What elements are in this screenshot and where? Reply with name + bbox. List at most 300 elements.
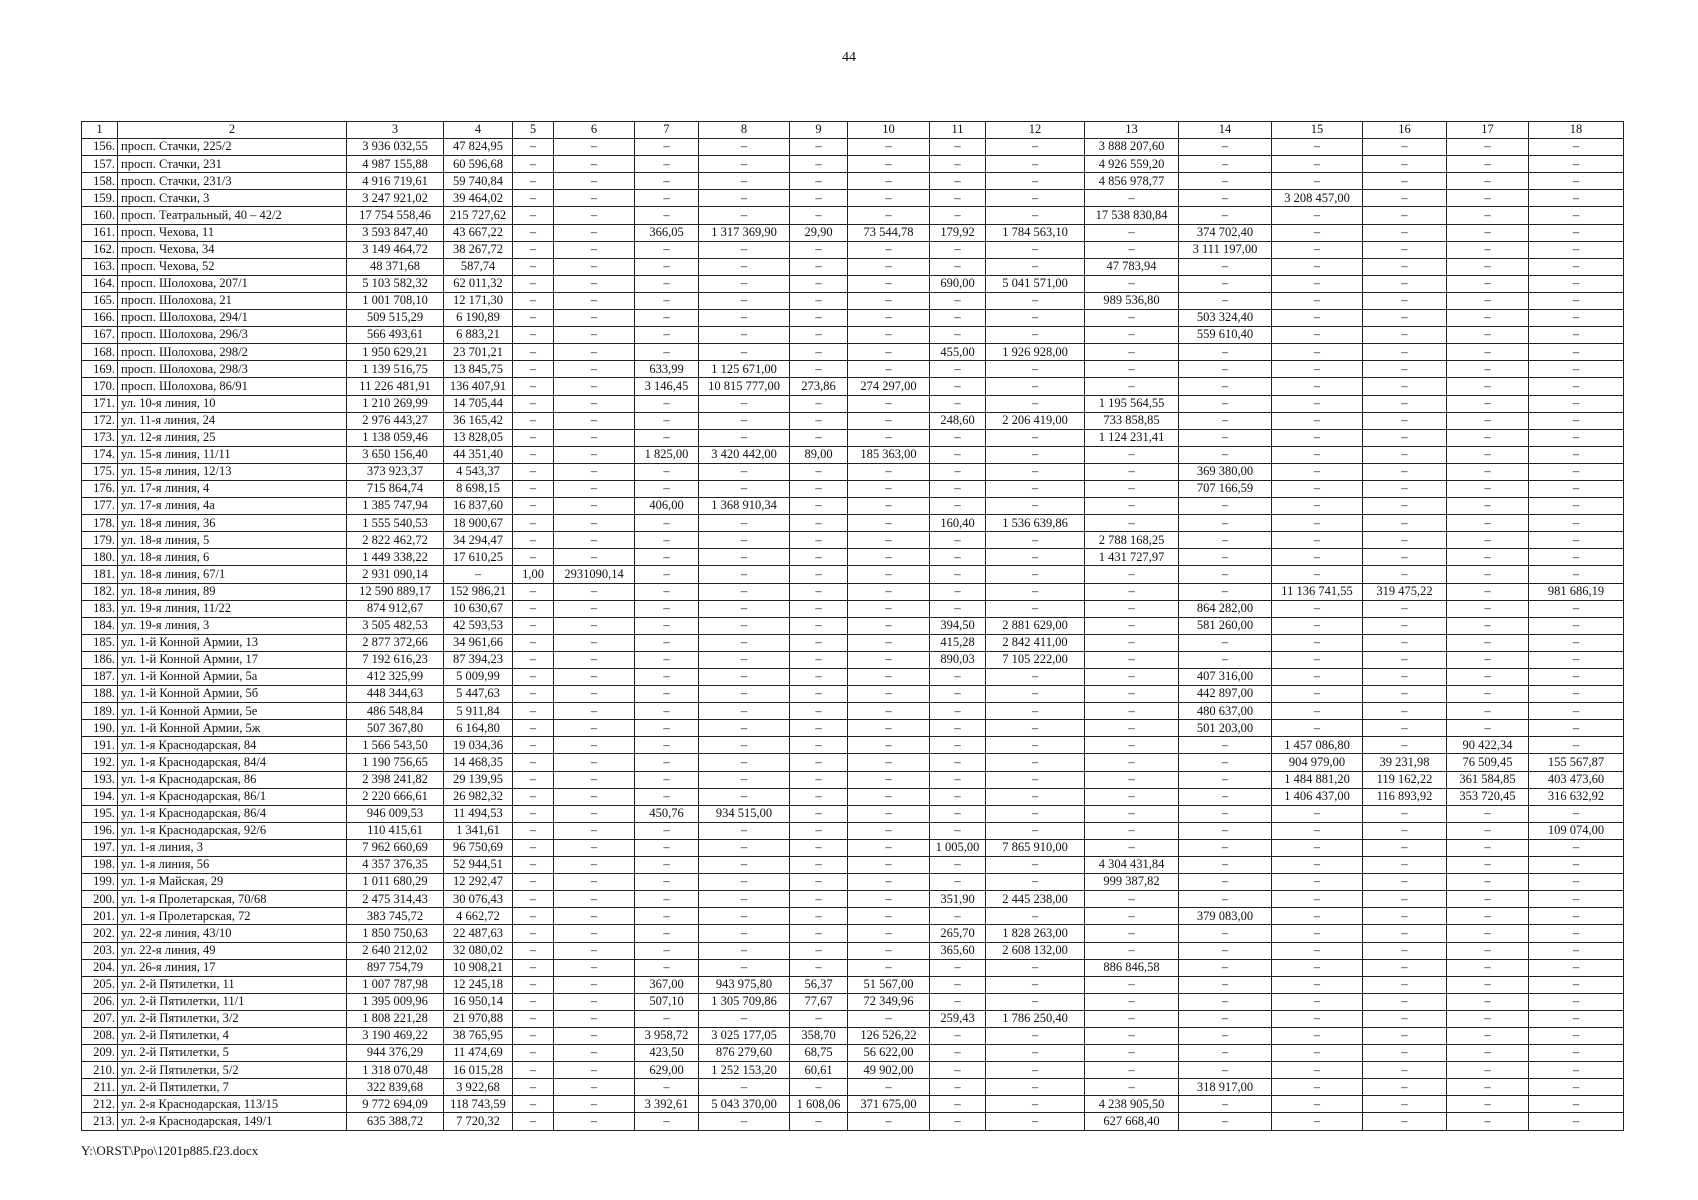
value-cell-col-13: 4 238 905,50	[1085, 1096, 1179, 1113]
value-cell-col-13: –	[1085, 617, 1179, 634]
value-cell-col-15: –	[1272, 976, 1363, 993]
value-cell-col-7: 450,76	[635, 805, 699, 822]
value-cell-col-6: –	[554, 275, 635, 292]
value-cell-col-9: –	[790, 292, 848, 309]
value-cell-col-12: –	[986, 686, 1085, 703]
value-cell-col-3: 1 007 787,98	[347, 976, 444, 993]
value-cell-col-12: 1 926 928,00	[986, 344, 1085, 361]
value-cell-col-17: –	[1447, 173, 1529, 190]
address-cell: ул. 1-я Краснодарская, 92/6	[118, 822, 347, 839]
table-row	[82, 480, 1624, 497]
value-cell-col-3: 507 367,80	[347, 720, 444, 737]
value-cell-col-9: –	[790, 959, 848, 976]
value-cell-col-4: 87 394,23	[444, 651, 513, 668]
table-row	[82, 686, 1624, 703]
value-cell-col-15: –	[1272, 446, 1363, 463]
value-cell-col-15: –	[1272, 532, 1363, 549]
table-row	[82, 754, 1624, 771]
value-cell-col-6: –	[554, 429, 635, 446]
value-cell-col-5: –	[513, 549, 554, 566]
value-cell-col-18: –	[1529, 515, 1624, 532]
value-cell-col-10: –	[848, 1010, 930, 1027]
address-cell: просп. Чехова, 52	[118, 258, 347, 275]
value-cell-col-17: –	[1447, 1027, 1529, 1044]
value-cell-col-12: 5 041 571,00	[986, 275, 1085, 292]
column-number-7: 7	[635, 122, 699, 139]
value-cell-col-5: –	[513, 275, 554, 292]
value-cell-col-11: –	[930, 771, 986, 788]
value-cell-col-8: –	[699, 634, 790, 651]
value-cell-col-7: –	[635, 292, 699, 309]
row-number-cell: 168.	[82, 344, 118, 361]
value-cell-col-7: –	[635, 515, 699, 532]
value-cell-col-18: –	[1529, 566, 1624, 583]
value-cell-col-6: –	[554, 549, 635, 566]
value-cell-col-8: –	[699, 788, 790, 805]
value-cell-col-15: –	[1272, 993, 1363, 1010]
row-number-cell: 205.	[82, 976, 118, 993]
value-cell-col-10: –	[848, 771, 930, 788]
value-cell-col-10: –	[848, 839, 930, 856]
address-cell: ул. 2-й Пятилетки, 7	[118, 1079, 347, 1096]
value-cell-col-13: –	[1085, 703, 1179, 720]
value-cell-col-3: 3 936 032,55	[347, 139, 444, 156]
address-cell: ул. 2-й Пятилетки, 5	[118, 1045, 347, 1062]
value-cell-col-8: –	[699, 190, 790, 207]
value-cell-col-18: –	[1529, 805, 1624, 822]
value-cell-col-9: –	[790, 617, 848, 634]
value-cell-col-12: –	[986, 190, 1085, 207]
value-cell-col-5: 1,00	[513, 566, 554, 583]
value-cell-col-7: –	[635, 549, 699, 566]
value-cell-col-16: 39 231,98	[1363, 754, 1447, 771]
value-cell-col-18: –	[1529, 292, 1624, 309]
value-cell-col-9: –	[790, 480, 848, 497]
column-number-6: 6	[554, 122, 635, 139]
table-row	[82, 224, 1624, 241]
value-cell-col-4: 21 970,88	[444, 1010, 513, 1027]
value-cell-col-7: –	[635, 942, 699, 959]
value-cell-col-14: –	[1179, 378, 1272, 395]
value-cell-col-10: –	[848, 703, 930, 720]
value-cell-col-11: 415,28	[930, 634, 986, 651]
value-cell-col-3: 7 962 660,69	[347, 839, 444, 856]
address-cell: ул. 22-я линия, 49	[118, 942, 347, 959]
value-cell-col-10: –	[848, 412, 930, 429]
value-cell-col-11: –	[930, 1113, 986, 1130]
value-cell-col-18: –	[1529, 173, 1624, 190]
value-cell-col-3: 1 385 747,94	[347, 498, 444, 515]
value-cell-col-13: –	[1085, 1010, 1179, 1027]
value-cell-col-13: –	[1085, 788, 1179, 805]
value-cell-col-15: –	[1272, 275, 1363, 292]
value-cell-col-17: 90 422,34	[1447, 737, 1529, 754]
value-cell-col-6: –	[554, 925, 635, 942]
value-cell-col-16: –	[1363, 857, 1447, 874]
value-cell-col-16: –	[1363, 1062, 1447, 1079]
value-cell-col-11: 259,43	[930, 1010, 986, 1027]
value-cell-col-4: 16 015,28	[444, 1062, 513, 1079]
table-row	[82, 959, 1624, 976]
value-cell-col-16: –	[1363, 344, 1447, 361]
value-cell-col-10: –	[848, 959, 930, 976]
value-cell-col-5: –	[513, 651, 554, 668]
value-cell-col-17: –	[1447, 412, 1529, 429]
value-cell-col-7: –	[635, 634, 699, 651]
value-cell-col-17: –	[1447, 190, 1529, 207]
row-number-cell: 207.	[82, 1010, 118, 1027]
value-cell-col-12: –	[986, 378, 1085, 395]
value-cell-col-5: –	[513, 498, 554, 515]
value-cell-col-3: 1 011 680,29	[347, 874, 444, 891]
value-cell-col-12: –	[986, 1079, 1085, 1096]
value-cell-col-4: 43 667,22	[444, 224, 513, 241]
value-cell-col-11: –	[930, 173, 986, 190]
value-cell-col-12: –	[986, 993, 1085, 1010]
value-cell-col-3: 1 190 756,65	[347, 754, 444, 771]
value-cell-col-8: –	[699, 327, 790, 344]
value-cell-col-3: 3 190 469,22	[347, 1027, 444, 1044]
value-cell-col-16: –	[1363, 566, 1447, 583]
value-cell-col-4: 34 961,66	[444, 634, 513, 651]
value-cell-col-17: –	[1447, 480, 1529, 497]
value-cell-col-11: –	[930, 480, 986, 497]
value-cell-col-9: –	[790, 190, 848, 207]
value-cell-col-3: 3 247 921,02	[347, 190, 444, 207]
value-cell-col-3: 509 515,29	[347, 310, 444, 327]
address-cell: ул. 2-й Пятилетки, 11/1	[118, 993, 347, 1010]
value-cell-col-15: –	[1272, 463, 1363, 480]
value-cell-col-7: –	[635, 669, 699, 686]
value-cell-col-14: –	[1179, 651, 1272, 668]
value-cell-col-15: –	[1272, 224, 1363, 241]
address-cell: ул. 1-я линия, 3	[118, 839, 347, 856]
value-cell-col-8: –	[699, 1113, 790, 1130]
value-cell-col-15: –	[1272, 1062, 1363, 1079]
value-cell-col-17: –	[1447, 310, 1529, 327]
table-row	[82, 241, 1624, 258]
value-cell-col-5: –	[513, 1062, 554, 1079]
address-cell: просп. Стачки, 231	[118, 156, 347, 173]
row-number-cell: 163.	[82, 258, 118, 275]
value-cell-col-16: –	[1363, 292, 1447, 309]
value-cell-col-7: –	[635, 1079, 699, 1096]
value-cell-col-7: –	[635, 190, 699, 207]
value-cell-col-12: –	[986, 737, 1085, 754]
value-cell-col-18: –	[1529, 737, 1624, 754]
value-cell-col-12: –	[986, 258, 1085, 275]
value-cell-col-9: 89,00	[790, 446, 848, 463]
value-cell-col-10: –	[848, 156, 930, 173]
value-cell-col-12: 7 105 222,00	[986, 651, 1085, 668]
value-cell-col-17: –	[1447, 651, 1529, 668]
value-cell-col-5: –	[513, 480, 554, 497]
table-row	[82, 566, 1624, 583]
value-cell-col-12: –	[986, 720, 1085, 737]
table-row	[82, 173, 1624, 190]
value-cell-col-15: –	[1272, 720, 1363, 737]
address-cell: ул. 1-я Краснодарская, 86	[118, 771, 347, 788]
value-cell-col-4: 5 911,84	[444, 703, 513, 720]
value-cell-col-14: –	[1179, 754, 1272, 771]
value-cell-col-16: –	[1363, 720, 1447, 737]
table-row	[82, 634, 1624, 651]
value-cell-col-8: –	[699, 139, 790, 156]
row-number-cell: 186.	[82, 651, 118, 668]
value-cell-col-17: –	[1447, 1113, 1529, 1130]
value-cell-col-17: –	[1447, 207, 1529, 224]
value-cell-col-9: 358,70	[790, 1027, 848, 1044]
value-cell-col-18: –	[1529, 156, 1624, 173]
value-cell-col-16: –	[1363, 1113, 1447, 1130]
row-number-cell: 177.	[82, 498, 118, 515]
value-cell-col-3: 3 505 482,53	[347, 617, 444, 634]
value-cell-col-3: 1 395 009,96	[347, 993, 444, 1010]
value-cell-col-16: 119 162,22	[1363, 771, 1447, 788]
value-cell-col-10: –	[848, 241, 930, 258]
address-cell: ул. 26-я линия, 17	[118, 959, 347, 976]
value-cell-col-4: 3 922,68	[444, 1079, 513, 1096]
value-cell-col-5: –	[513, 378, 554, 395]
value-cell-col-4: 12 245,18	[444, 976, 513, 993]
address-cell: ул. 2-й Пятилетки, 11	[118, 976, 347, 993]
value-cell-col-5: –	[513, 446, 554, 463]
value-cell-col-5: –	[513, 139, 554, 156]
value-cell-col-3: 3 650 156,40	[347, 446, 444, 463]
value-cell-col-5: –	[513, 463, 554, 480]
value-cell-col-11: –	[930, 258, 986, 275]
value-cell-col-5: –	[513, 1010, 554, 1027]
value-cell-col-18: –	[1529, 942, 1624, 959]
value-cell-col-14: –	[1179, 737, 1272, 754]
table-row	[82, 310, 1624, 327]
row-number-cell: 184.	[82, 617, 118, 634]
value-cell-col-13: 4 926 559,20	[1085, 156, 1179, 173]
value-cell-col-18: –	[1529, 720, 1624, 737]
value-cell-col-13: –	[1085, 515, 1179, 532]
value-cell-col-17: –	[1447, 275, 1529, 292]
value-cell-col-8: 1 125 671,00	[699, 361, 790, 378]
row-number-cell: 170.	[82, 378, 118, 395]
value-cell-col-6: –	[554, 617, 635, 634]
row-number-cell: 198.	[82, 857, 118, 874]
value-cell-col-4: 14 705,44	[444, 395, 513, 412]
value-cell-col-8: –	[699, 532, 790, 549]
value-cell-col-13: 2 788 168,25	[1085, 532, 1179, 549]
value-cell-col-9: –	[790, 634, 848, 651]
value-cell-col-5: –	[513, 874, 554, 891]
value-cell-col-7: –	[635, 788, 699, 805]
value-cell-col-18: –	[1529, 498, 1624, 515]
row-number-cell: 189.	[82, 703, 118, 720]
table-row	[82, 498, 1624, 515]
value-cell-col-11: –	[930, 327, 986, 344]
value-cell-col-9: –	[790, 651, 848, 668]
value-cell-col-18: –	[1529, 412, 1624, 429]
value-cell-col-12: –	[986, 173, 1085, 190]
value-cell-col-10: –	[848, 737, 930, 754]
table-row	[82, 651, 1624, 668]
row-number-cell: 159.	[82, 190, 118, 207]
value-cell-col-15: –	[1272, 1027, 1363, 1044]
value-cell-col-6: –	[554, 583, 635, 600]
value-cell-col-14: –	[1179, 532, 1272, 549]
value-cell-col-11: –	[930, 857, 986, 874]
value-cell-col-6: –	[554, 310, 635, 327]
value-cell-col-8: –	[699, 617, 790, 634]
column-number-9: 9	[790, 122, 848, 139]
value-cell-col-17: –	[1447, 515, 1529, 532]
value-cell-col-4: 16 837,60	[444, 498, 513, 515]
value-cell-col-4: 29 139,95	[444, 771, 513, 788]
value-cell-col-12: –	[986, 1096, 1085, 1113]
table-row	[82, 925, 1624, 942]
value-cell-col-3: 2 220 666,61	[347, 788, 444, 805]
value-cell-col-13: 886 846,58	[1085, 959, 1179, 976]
value-cell-col-16: –	[1363, 549, 1447, 566]
value-cell-col-9: 60,61	[790, 1062, 848, 1079]
value-cell-col-9: 77,67	[790, 993, 848, 1010]
value-cell-col-5: –	[513, 583, 554, 600]
value-cell-col-8: 1 368 910,34	[699, 498, 790, 515]
value-cell-col-17: –	[1447, 874, 1529, 891]
value-cell-col-4: 22 487,63	[444, 925, 513, 942]
value-cell-col-15: –	[1272, 1079, 1363, 1096]
value-cell-col-6: –	[554, 754, 635, 771]
value-cell-col-7: –	[635, 395, 699, 412]
value-cell-col-3: 944 376,29	[347, 1045, 444, 1062]
table-row	[82, 993, 1624, 1010]
value-cell-col-8: –	[699, 207, 790, 224]
value-cell-col-18: –	[1529, 686, 1624, 703]
value-cell-col-17: –	[1447, 634, 1529, 651]
value-cell-col-16: –	[1363, 480, 1447, 497]
value-cell-col-14: –	[1179, 942, 1272, 959]
value-cell-col-3: 2 398 241,82	[347, 771, 444, 788]
value-cell-col-8: –	[699, 292, 790, 309]
value-cell-col-10: –	[848, 310, 930, 327]
row-number-cell: 199.	[82, 874, 118, 891]
value-cell-col-18: –	[1529, 908, 1624, 925]
value-cell-col-6: –	[554, 258, 635, 275]
value-cell-col-10: –	[848, 857, 930, 874]
value-cell-col-15: –	[1272, 600, 1363, 617]
value-cell-col-8: –	[699, 549, 790, 566]
value-cell-col-13: –	[1085, 993, 1179, 1010]
value-cell-col-16: –	[1363, 310, 1447, 327]
value-cell-col-7: –	[635, 1113, 699, 1130]
value-cell-col-17: –	[1447, 378, 1529, 395]
row-number-cell: 196.	[82, 822, 118, 839]
value-cell-col-8: –	[699, 686, 790, 703]
value-cell-col-17: –	[1447, 720, 1529, 737]
value-cell-col-10: –	[848, 788, 930, 805]
value-cell-col-14: –	[1179, 1062, 1272, 1079]
value-cell-col-12: 2 445 238,00	[986, 891, 1085, 908]
address-cell: просп. Шолохова, 298/3	[118, 361, 347, 378]
row-number-cell: 178.	[82, 515, 118, 532]
value-cell-col-7: –	[635, 720, 699, 737]
value-cell-col-7: –	[635, 959, 699, 976]
value-cell-col-10: –	[848, 327, 930, 344]
value-cell-col-14: 379 083,00	[1179, 908, 1272, 925]
value-cell-col-14: –	[1179, 583, 1272, 600]
value-cell-col-4: 18 900,67	[444, 515, 513, 532]
value-cell-col-10: –	[848, 344, 930, 361]
value-cell-col-9: –	[790, 429, 848, 446]
value-cell-col-11: –	[930, 737, 986, 754]
value-cell-col-18: –	[1529, 993, 1624, 1010]
value-cell-col-17: –	[1447, 583, 1529, 600]
value-cell-col-9: –	[790, 275, 848, 292]
value-cell-col-7: 3 146,45	[635, 378, 699, 395]
row-number-cell: 188.	[82, 686, 118, 703]
value-cell-col-6: –	[554, 378, 635, 395]
value-cell-col-14: 559 610,40	[1179, 327, 1272, 344]
row-number-cell: 176.	[82, 480, 118, 497]
value-cell-col-15: –	[1272, 395, 1363, 412]
value-cell-col-13: –	[1085, 737, 1179, 754]
value-cell-col-14: 318 917,00	[1179, 1079, 1272, 1096]
value-cell-col-7: 367,00	[635, 976, 699, 993]
value-cell-col-10: –	[848, 617, 930, 634]
value-cell-col-5: –	[513, 891, 554, 908]
value-cell-col-15: –	[1272, 498, 1363, 515]
column-number-10: 10	[848, 122, 930, 139]
value-cell-col-5: –	[513, 310, 554, 327]
value-cell-col-13: –	[1085, 310, 1179, 327]
value-cell-col-6: –	[554, 327, 635, 344]
value-cell-col-15: –	[1272, 942, 1363, 959]
value-cell-col-6: –	[554, 1010, 635, 1027]
value-cell-col-12: –	[986, 1045, 1085, 1062]
value-cell-col-17: –	[1447, 139, 1529, 156]
value-cell-col-7: –	[635, 771, 699, 788]
value-cell-col-5: –	[513, 686, 554, 703]
value-cell-col-14: –	[1179, 976, 1272, 993]
value-cell-col-18: 316 632,92	[1529, 788, 1624, 805]
value-cell-col-14: –	[1179, 412, 1272, 429]
value-cell-col-8: –	[699, 600, 790, 617]
row-number-cell: 158.	[82, 173, 118, 190]
value-cell-col-9: 68,75	[790, 1045, 848, 1062]
value-cell-col-18: –	[1529, 1045, 1624, 1062]
value-cell-col-17: –	[1447, 532, 1529, 549]
address-cell: просп. Шолохова, 294/1	[118, 310, 347, 327]
value-cell-col-15: –	[1272, 617, 1363, 634]
value-cell-col-13: 4 304 431,84	[1085, 857, 1179, 874]
value-cell-col-15: –	[1272, 822, 1363, 839]
value-cell-col-6: –	[554, 959, 635, 976]
value-cell-col-18: –	[1529, 669, 1624, 686]
value-cell-col-7: 3 392,61	[635, 1096, 699, 1113]
value-cell-col-10: –	[848, 908, 930, 925]
value-cell-col-15: –	[1272, 139, 1363, 156]
value-cell-col-7: –	[635, 908, 699, 925]
value-cell-col-10: –	[848, 686, 930, 703]
address-cell: просп. Шолохова, 86/91	[118, 378, 347, 395]
value-cell-col-8: 1 305 709,86	[699, 993, 790, 1010]
value-cell-col-11: 455,00	[930, 344, 986, 361]
table-row	[82, 258, 1624, 275]
value-cell-col-15: –	[1272, 959, 1363, 976]
table-row	[82, 1027, 1624, 1044]
value-cell-col-3: 486 548,84	[347, 703, 444, 720]
value-cell-col-6: –	[554, 771, 635, 788]
value-cell-col-18: –	[1529, 1062, 1624, 1079]
value-cell-col-3: 12 590 889,17	[347, 583, 444, 600]
value-cell-col-15: –	[1272, 1010, 1363, 1027]
